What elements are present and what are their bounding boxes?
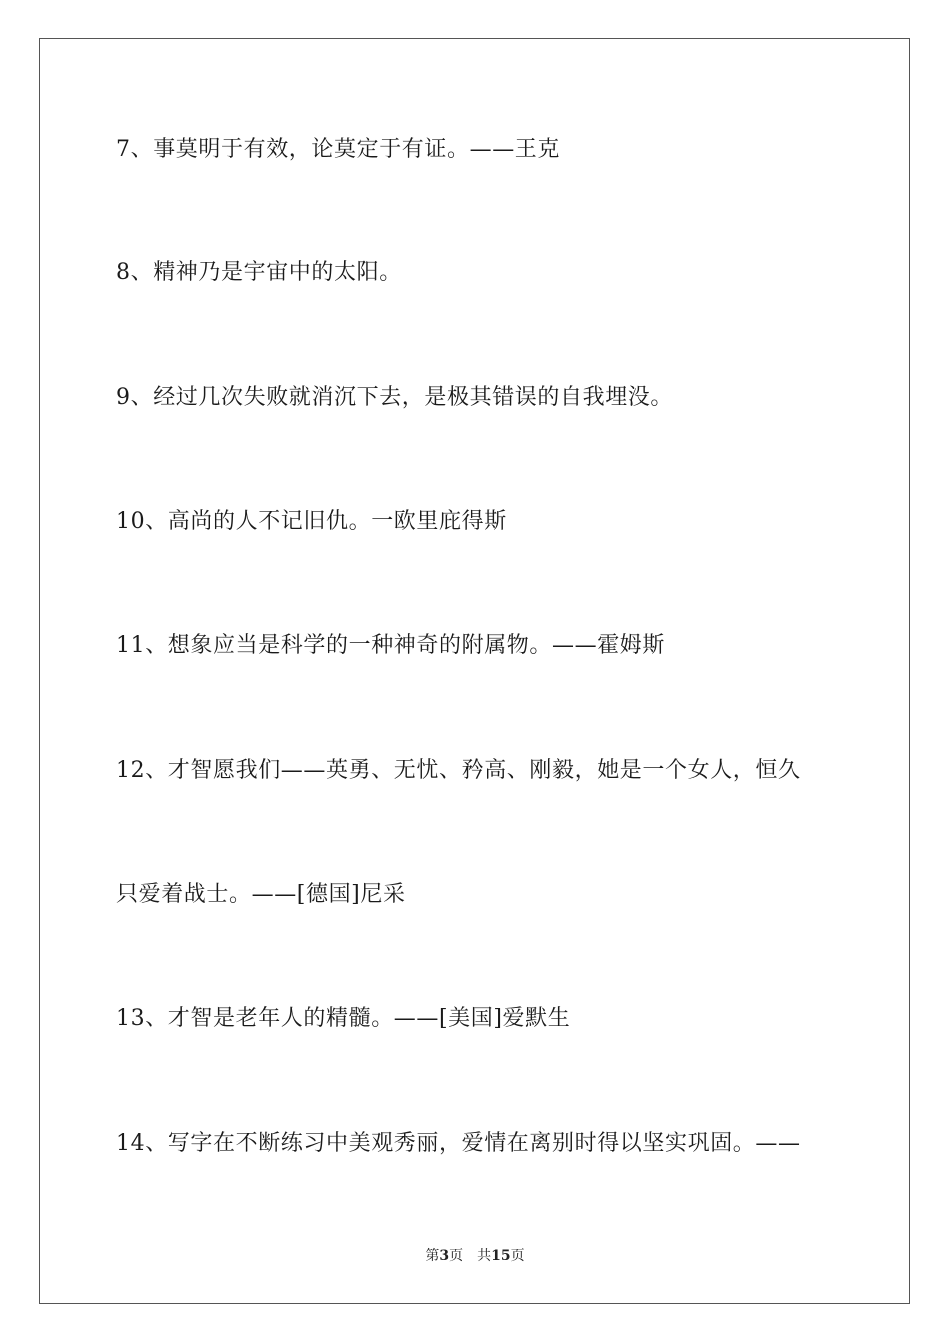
page-footer [0,1247,950,1265]
quote-line-12-continued: 只爱着战士。——[德国]尼采 [116,882,406,907]
total-prefix: 共 [477,1248,492,1264]
quote-line-13: 13、才智是老年人的精髓。——[美国]爱默生 [116,1006,571,1031]
quote-line-7: 7、事莫明于有效，论莫定于有证。——王克 [116,137,560,162]
quote-line-10: 10、高尚的人不记旧仇。一欧里庇得斯 [116,509,507,534]
page-border [39,38,910,1304]
page-prefix: 第 [425,1248,440,1264]
quote-line-9: 9、经过几次失败就消沉下去，是极其错误的自我埋没。 [116,385,673,410]
quote-line-11: 11、想象应当是科学的一种神奇的附属物。——霍姆斯 [116,633,665,658]
total-pages-number: 15 [491,1248,511,1264]
quote-line-8: 8、精神乃是宇宙中的太阳。 [116,260,402,285]
total-suffix: 页 [510,1248,525,1264]
current-page-number: 3 [439,1248,450,1264]
page-suffix: 页 [449,1248,464,1264]
quote-line-12: 12、才智愿我们——英勇、无忧、矜高、刚毅，她是一个女人，恒久 [116,758,801,783]
quote-line-14: 14、写字在不断练习中美观秀丽，爱情在离别时得以坚实巩固。—— [116,1131,801,1156]
